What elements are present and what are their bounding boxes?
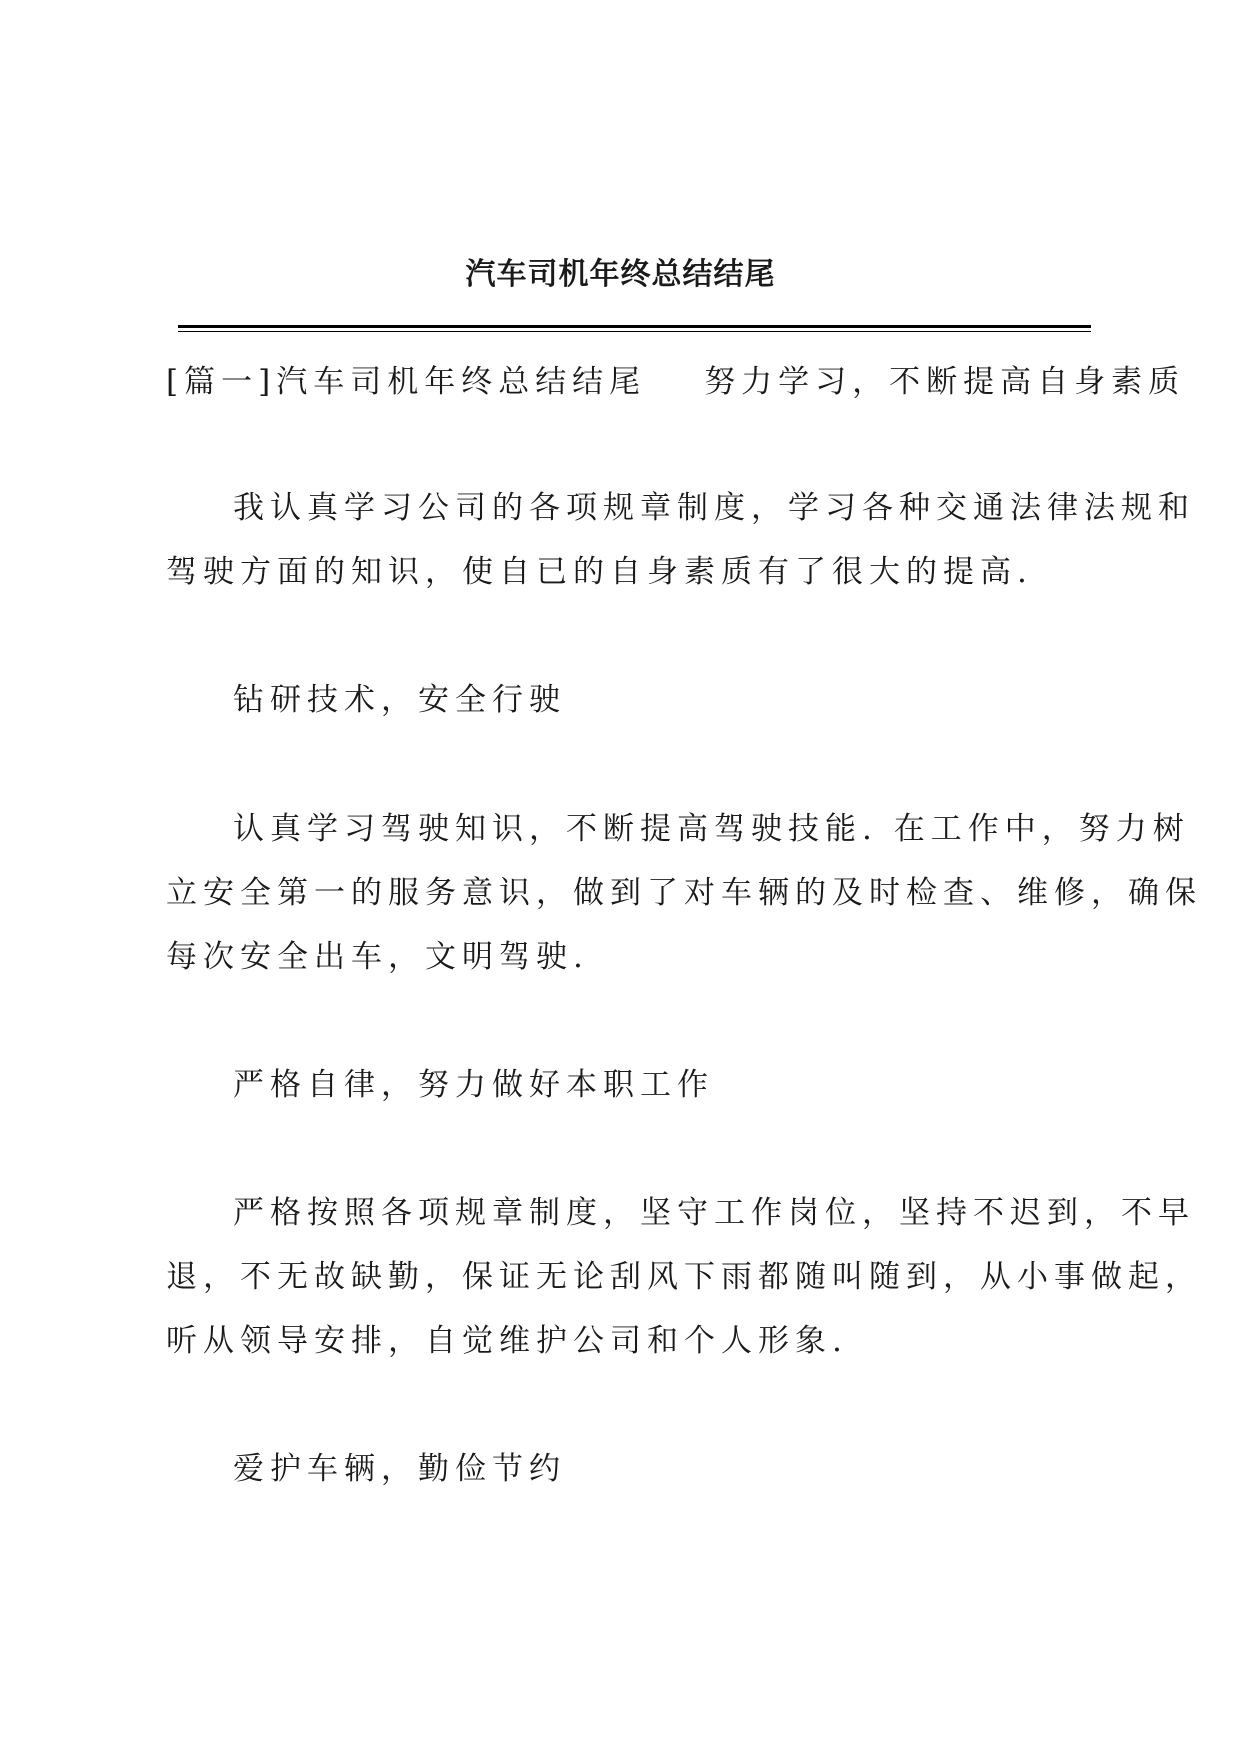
section-label: [篇一]汽车司机年终总结结尾 (166, 364, 647, 400)
first-line (166, 362, 1186, 402)
title-rule-thick (178, 325, 1091, 328)
section-heading: 爱护车辆，勤俭节约 (233, 1451, 566, 1487)
paragraph-line: 听从领导安排，自觉维护公司和个人形象. (166, 1323, 848, 1359)
paragraph-line: 严格按照各项规章制度，坚守工作岗位，坚持不迟到，不早 (233, 1195, 1195, 1231)
paragraph-line: 每次安全出车，文明驾驶. (166, 939, 589, 975)
document-title: 汽车司机年终总结结尾 (465, 257, 776, 292)
section-heading: 严格自律，努力做好本职工作 (233, 1067, 714, 1103)
paragraph-line: 立安全第一的服务意识，做到了对车辆的及时检查、维修，确保 (166, 875, 1202, 911)
paragraph-line: 驾驶方面的知识，使自已的自身素质有了很大的提高. (166, 554, 1033, 590)
paragraph-line: 认真学习驾驶知识，不断提高驾驶技能. 在工作中，努力树 (233, 811, 1190, 847)
paragraph-line: 退，不无故缺勤，保证无论刮风下雨都随叫随到，从小事做起， (166, 1259, 1202, 1295)
heading-study: 努力学习，不断提高自身素质 (704, 364, 1186, 400)
title-rule-thin (178, 331, 1091, 332)
paragraph-line: 我认真学习公司的各项规章制度，学习各种交通法律法规和 (233, 490, 1195, 526)
section-heading: 钻研技术，安全行驶 (233, 682, 566, 718)
